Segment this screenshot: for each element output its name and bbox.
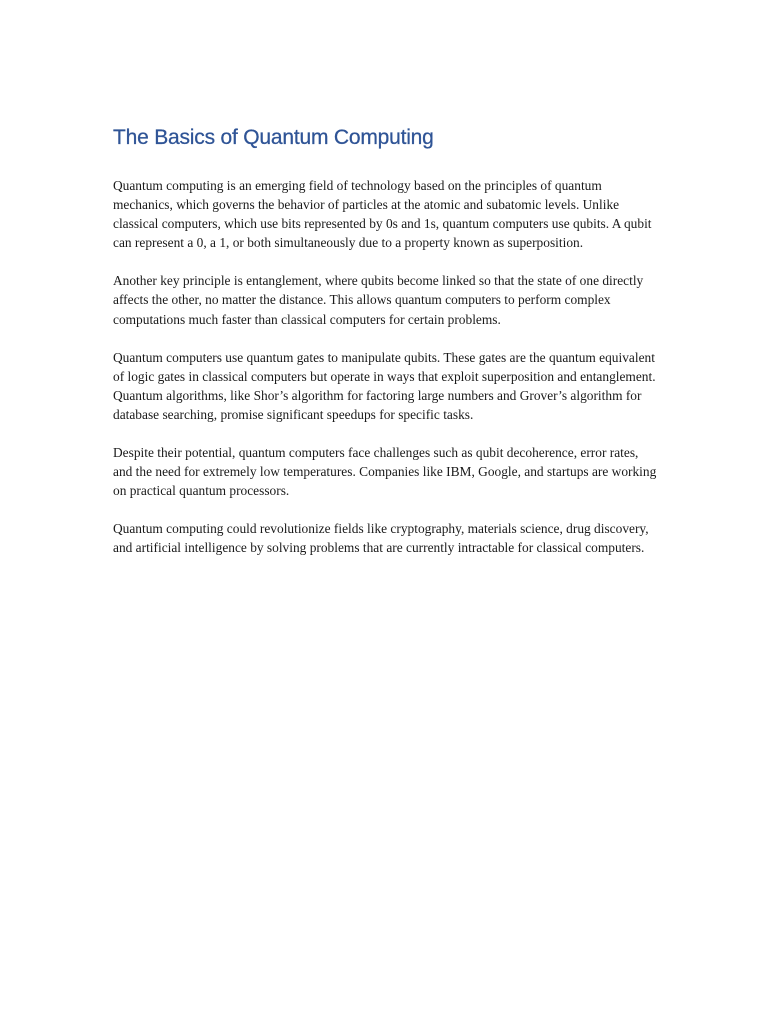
paragraph-superposition: Quantum computing is an emerging field of technology based on the principles of quantum mechanics, which governs the behavior of particles at the atomic and subatomic levels. Unlike classical computers, which use bits represented by 0s and 1s, quantum computers use qubits. A qubit can represent a 0, a 1, or both simultaneously due to a property known as superposition.: [113, 178, 652, 251]
paragraph-entanglement: Another key principle is entanglement, where qubits become linked so that the state of one directly affects the other, no matter the distance. This allows quantum computers to perform complex computations much faster than classical computers for certain problems.: [113, 273, 644, 327]
document-title: The Basics of Quantum Computing: [113, 126, 434, 149]
paragraph-quantum-gates: Quantum computers use quantum gates to manipulate qubits. These gates are the quantum equivalent of logic gates in classical computers but operate in ways that exploit superposition and entanglement. Quantum algorithms, like Shor’s algorithm for factoring large numbers and Grover’s algorithm for database searching, promise significant speedups for specific tasks.: [113, 349, 656, 422]
document-body: [113, 124, 658, 558]
paragraph-applications: Quantum computing could revolutionize fields like cryptography, materials science, drug discovery, and artificial intelligence by solving problems that are currently intractable for classical computers.: [113, 521, 649, 556]
paragraph-challenges: Despite their potential, quantum computers face challenges such as qubit decoherence, error rates, and the need for extremely low temperatures. Companies like IBM, Google, and startups are working on practical quantum processors.: [113, 445, 657, 499]
